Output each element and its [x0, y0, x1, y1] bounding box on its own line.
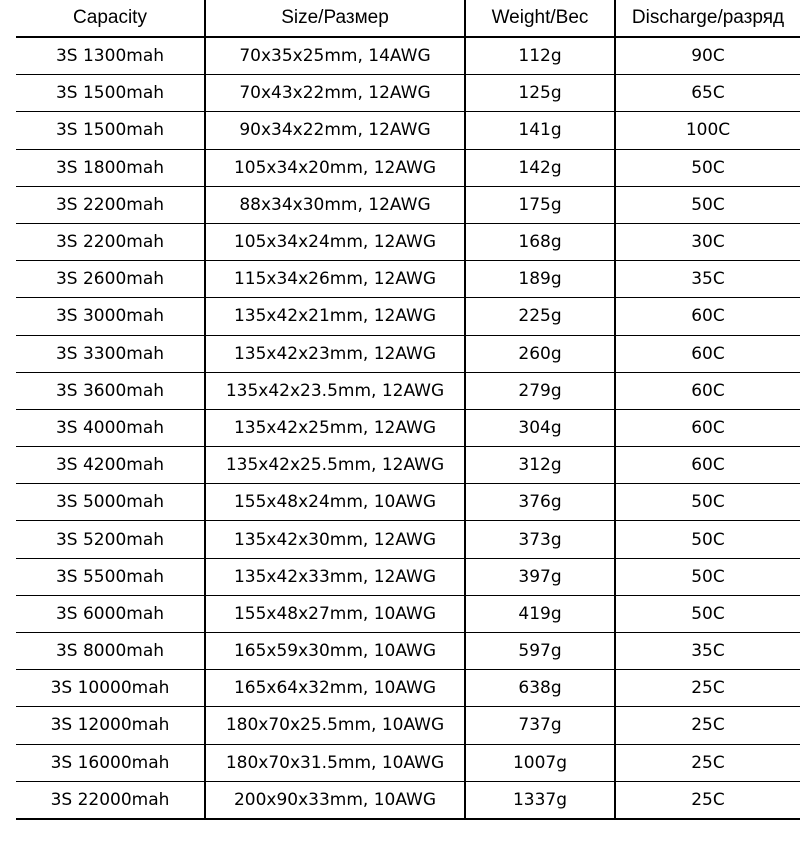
discharge-cell: 60C: [615, 372, 800, 409]
capacity-cell: 3S 2200mah: [16, 223, 205, 260]
table-row: [16, 37, 800, 75]
weight-cell: 168g: [465, 223, 615, 260]
weight-cell: 175g: [465, 186, 615, 223]
capacity-cell: 3S 3000mah: [16, 298, 205, 335]
discharge-cell: 25C: [615, 744, 800, 781]
discharge-cell: 35C: [615, 633, 800, 670]
capacity-cell: 3S 3300mah: [16, 335, 205, 372]
header-row: [16, 0, 800, 37]
capacity-cell: 3S 5500mah: [16, 558, 205, 595]
capacity-cell: 3S 1500mah: [16, 75, 205, 112]
capacity-cell: 3S 5000mah: [16, 484, 205, 521]
weight-cell: 638g: [465, 670, 615, 707]
size-cell: 115x34x26mm, 12AWG: [205, 261, 465, 298]
table-row: [16, 372, 800, 409]
size-cell: 135x42x25.5mm, 12AWG: [205, 447, 465, 484]
table-row: [16, 409, 800, 446]
capacity-cell: 3S 16000mah: [16, 744, 205, 781]
table-row: [16, 558, 800, 595]
size-cell: 70x35x25mm, 14AWG: [205, 37, 465, 75]
table-row: [16, 112, 800, 149]
capacity-cell: 3S 12000mah: [16, 707, 205, 744]
weight-cell: 419g: [465, 595, 615, 632]
size-cell: 135x42x23mm, 12AWG: [205, 335, 465, 372]
capacity-cell: 3S 2200mah: [16, 186, 205, 223]
weight-cell: 376g: [465, 484, 615, 521]
size-cell: 135x42x30mm, 12AWG: [205, 521, 465, 558]
capacity-cell: 3S 22000mah: [16, 781, 205, 819]
table-row: [16, 781, 800, 819]
table-row: [16, 595, 800, 632]
discharge-cell: 50C: [615, 558, 800, 595]
table-row: [16, 75, 800, 112]
weight-cell: 1007g: [465, 744, 615, 781]
discharge-cell: 30C: [615, 223, 800, 260]
discharge-cell: 90C: [615, 37, 800, 75]
discharge-cell: 50C: [615, 149, 800, 186]
capacity-cell: 3S 2600mah: [16, 261, 205, 298]
discharge-cell: 50C: [615, 186, 800, 223]
header-size: Size/Размер: [205, 0, 465, 37]
table-header: [16, 0, 800, 37]
table-row: [16, 484, 800, 521]
size-cell: 90x34x22mm, 12AWG: [205, 112, 465, 149]
header-discharge: Discharge/разряд: [615, 0, 800, 37]
discharge-cell: 50C: [615, 595, 800, 632]
size-cell: 155x48x24mm, 10AWG: [205, 484, 465, 521]
capacity-cell: 3S 4000mah: [16, 409, 205, 446]
header-capacity: Capacity: [16, 0, 205, 37]
table-row: [16, 335, 800, 372]
size-cell: 180x70x25.5mm, 10AWG: [205, 707, 465, 744]
capacity-cell: 3S 1500mah: [16, 112, 205, 149]
table-row: [16, 521, 800, 558]
weight-cell: 397g: [465, 558, 615, 595]
discharge-cell: 50C: [615, 484, 800, 521]
size-cell: 135x42x23.5mm, 12AWG: [205, 372, 465, 409]
size-cell: 135x42x33mm, 12AWG: [205, 558, 465, 595]
table-row: [16, 447, 800, 484]
capacity-cell: 3S 3600mah: [16, 372, 205, 409]
table-row: [16, 670, 800, 707]
table-row: [16, 707, 800, 744]
weight-cell: 279g: [465, 372, 615, 409]
discharge-cell: 60C: [615, 335, 800, 372]
size-cell: 88x34x30mm, 12AWG: [205, 186, 465, 223]
header-weight: Weight/Вес: [465, 0, 615, 37]
weight-cell: 125g: [465, 75, 615, 112]
weight-cell: 304g: [465, 409, 615, 446]
size-cell: 165x59x30mm, 10AWG: [205, 633, 465, 670]
table-row: [16, 223, 800, 260]
capacity-cell: 3S 4200mah: [16, 447, 205, 484]
weight-cell: 260g: [465, 335, 615, 372]
size-cell: 70x43x22mm, 12AWG: [205, 75, 465, 112]
table-row: [16, 261, 800, 298]
table-body: [16, 37, 800, 819]
size-cell: 180x70x31.5mm, 10AWG: [205, 744, 465, 781]
capacity-cell: 3S 5200mah: [16, 521, 205, 558]
weight-cell: 112g: [465, 37, 615, 75]
table-row: [16, 633, 800, 670]
capacity-cell: 3S 8000mah: [16, 633, 205, 670]
discharge-cell: 60C: [615, 298, 800, 335]
weight-cell: 597g: [465, 633, 615, 670]
size-cell: 135x42x21mm, 12AWG: [205, 298, 465, 335]
weight-cell: 1337g: [465, 781, 615, 819]
table-row: [16, 298, 800, 335]
capacity-cell: 3S 10000mah: [16, 670, 205, 707]
discharge-cell: 25C: [615, 781, 800, 819]
size-cell: 105x34x24mm, 12AWG: [205, 223, 465, 260]
size-cell: 105x34x20mm, 12AWG: [205, 149, 465, 186]
weight-cell: 141g: [465, 112, 615, 149]
weight-cell: 312g: [465, 447, 615, 484]
discharge-cell: 65C: [615, 75, 800, 112]
discharge-cell: 60C: [615, 409, 800, 446]
battery-spec-table: [16, 0, 800, 820]
table-row: [16, 149, 800, 186]
discharge-cell: 25C: [615, 670, 800, 707]
weight-cell: 225g: [465, 298, 615, 335]
discharge-cell: 50C: [615, 521, 800, 558]
discharge-cell: 100C: [615, 112, 800, 149]
size-cell: 135x42x25mm, 12AWG: [205, 409, 465, 446]
capacity-cell: 3S 1300mah: [16, 37, 205, 75]
weight-cell: 142g: [465, 149, 615, 186]
discharge-cell: 25C: [615, 707, 800, 744]
discharge-cell: 35C: [615, 261, 800, 298]
discharge-cell: 60C: [615, 447, 800, 484]
size-cell: 165x64x32mm, 10AWG: [205, 670, 465, 707]
weight-cell: 189g: [465, 261, 615, 298]
table-row: [16, 744, 800, 781]
size-cell: 200x90x33mm, 10AWG: [205, 781, 465, 819]
table-row: [16, 186, 800, 223]
weight-cell: 373g: [465, 521, 615, 558]
weight-cell: 737g: [465, 707, 615, 744]
capacity-cell: 3S 1800mah: [16, 149, 205, 186]
size-cell: 155x48x27mm, 10AWG: [205, 595, 465, 632]
capacity-cell: 3S 6000mah: [16, 595, 205, 632]
